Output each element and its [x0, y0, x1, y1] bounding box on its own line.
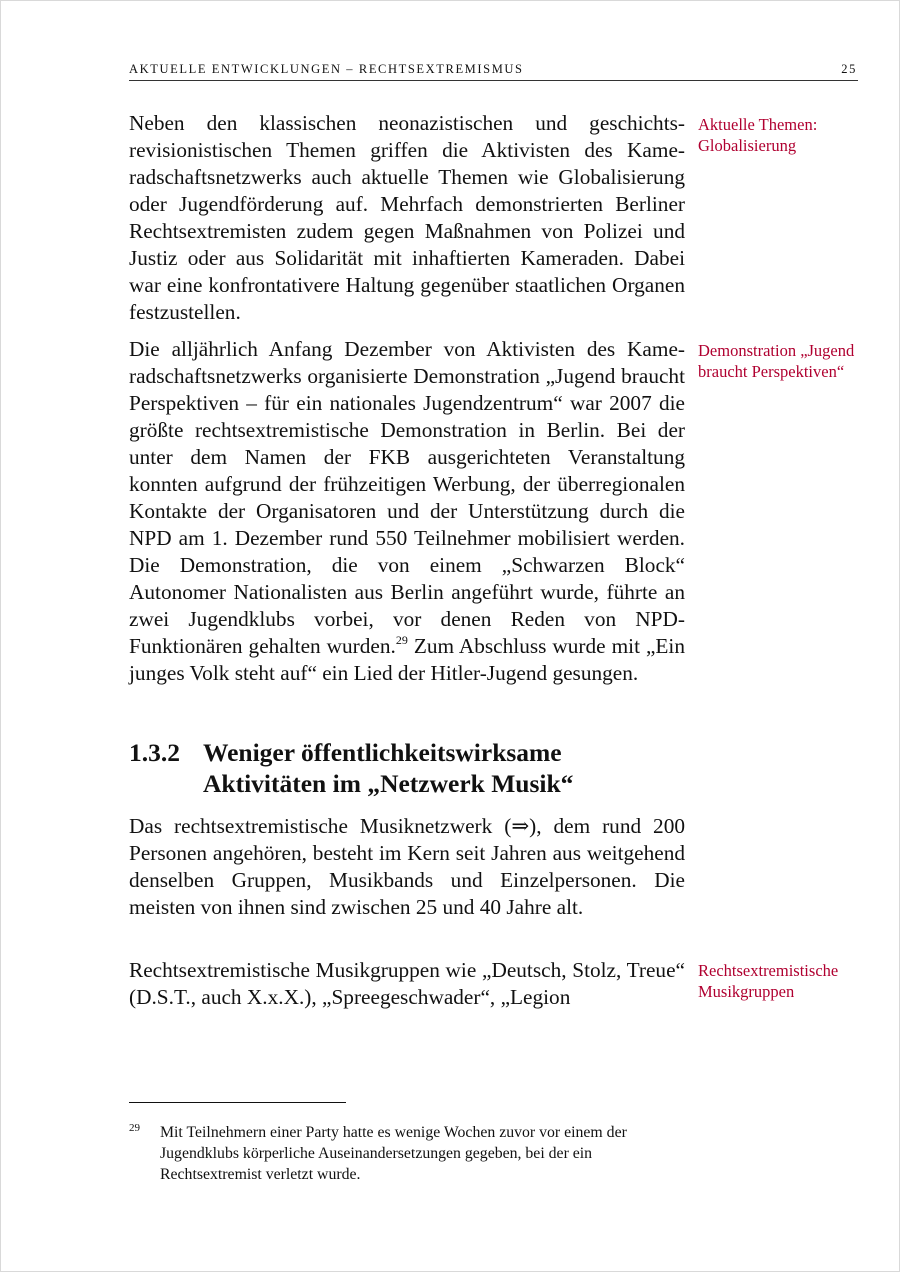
section-number: 1.3.2	[129, 738, 180, 767]
paragraph-text: Das rechtsextremistische Musiknetzwerk (⇒), dem rund 200 Personen angehören, besteht im Kern seit Jahren aus weitgehend denselben Gruppen, Musikbands und Einzelpersonen. Die meisten von ihnen sind zwischen 25 und 40 Jahre alt.	[129, 814, 685, 919]
paragraph-continuation: Zum Abschluss wurde mit „Ein junges Volk steht auf“ ein Lied der Hitler-Jugend gesungen.	[129, 634, 686, 685]
margin-note-demonstration: Demonstration „Jugend braucht Perspektiven“	[698, 341, 855, 381]
paragraph-text: Neben den klassischen neonazistischen und geschichtsrevisionistischen Themen griffen die Aktivisten des Kameradschaftsnetzwerks auch aktuelle Themen wie Globalisierung oder Jugendförderung auf. Mehrfach demonstrierten Berliner Rechtsextremisten zudem gegen Maßnahmen von Polizei und Justiz oder aus Solidarität mit inhaftierten Kameraden. Dabei war eine konfrontativere Haltung gegenüber staatlichen Organen festzustellen.	[129, 111, 685, 324]
section-title-line2: Aktivitäten im „Netzwerk Musik“	[203, 769, 574, 798]
footnote-reference[interactable]: 29	[395, 633, 408, 647]
footnote-text: Mit Teilnehmern einer Party hatte es wenige Wochen zuvor vor einem der Jugendklubs körperliche Auseinandersetzungen gegeben, bei der ein Rechtsextremist verletzt wurde.	[160, 1124, 627, 1183]
margin-note-globalisierung: Aktuelle Themen: Globalisierung	[698, 115, 818, 155]
header-rule	[129, 80, 858, 81]
section-heading	[129, 737, 573, 799]
running-head	[129, 62, 857, 77]
paragraph-musiknetzwerk	[129, 813, 685, 921]
page-number: 25	[841, 62, 857, 76]
margin-note-musikgruppen: Rechtsextremistische Musikgruppen	[698, 961, 839, 1001]
running-title: AKTUELLE ENTWICKLUNGEN – RECHTSEXTREMISMUS	[129, 62, 524, 76]
paragraph-demonstration	[129, 336, 685, 687]
paragraph-text: Rechtsextremistische Musikgruppen wie „Deutsch, Stolz, Treue“ (D.S.T., auch X.x.X.), „Spreegeschwader“, „Legion	[129, 958, 685, 1009]
footnote-number: 29	[129, 1122, 140, 1134]
paragraph-globalisierung	[129, 110, 685, 326]
footnote	[129, 1122, 685, 1185]
paragraph-musikgruppen	[129, 957, 685, 1011]
paragraph-main: Die alljährlich Anfang Dezember von Aktivisten des Kameradschaftsnetzwerks organisierte Demonstration „Jugend braucht Perspektiven – für ein nationales Jugendzentrum“ war 2007 die größte rechtsextremistische Demonstration in Berlin. Bei der unter dem Namen der FKB ausgerichteten Veranstaltung konnten aufgrund der frühzeitigen Werbung, der überregionalen Kontakte der Organisatoren und der Unterstützung durch die NPD am 1. Dezember rund 550 Teilnehmer mobilisiert werden. Die Demonstration, die von einem „Schwarzen Block“ Autonomer Nationalisten aus Berlin angeführt wurde, führte an zwei Jugendklubs vorbei, vor denen Reden von NPD-Funktionären gehalten wurden.	[129, 337, 685, 658]
section-title-line1: Weniger öffentlichkeitswirksame	[203, 738, 562, 767]
paragraph-text	[129, 336, 685, 687]
footnote-rule	[129, 1102, 346, 1103]
